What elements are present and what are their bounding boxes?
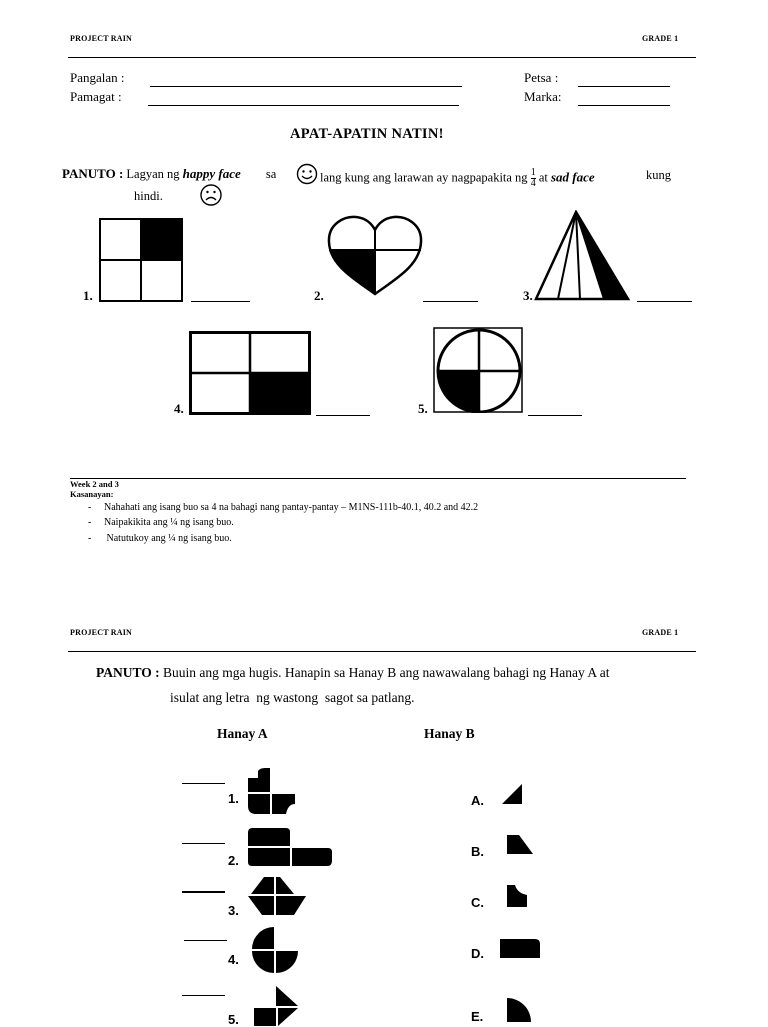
name-field[interactable] [150,86,462,87]
choice-letter: C. [471,895,484,910]
shape-square-quarters [99,218,183,302]
choice-shape-e [505,996,533,1024]
item-number: 1. [228,791,239,806]
answer-blank[interactable] [637,301,692,302]
happy-face-text: happy face [182,166,241,181]
answer-blank[interactable] [182,995,225,996]
choice-shape-b [505,833,535,857]
answer-blank[interactable] [182,783,225,784]
instruction-text: sa [262,167,277,181]
bullet-dash: - [88,533,92,544]
date-field[interactable] [578,86,670,87]
choice-shape-c [505,883,531,909]
header-right: GRADE 1 [642,628,679,637]
item-number: 5. [418,401,428,416]
happy-face-icon [296,163,318,185]
bullet-dash: - [88,502,92,513]
date-label: Petsa : [524,70,559,85]
column-b-heading: Hanay B [424,726,475,741]
section-label: Pamagat : [70,89,122,104]
shape-rectangle-quarters [189,331,311,415]
shape-triangle-parts [534,210,630,302]
puzzle-shape-5 [252,986,302,1026]
answer-blank[interactable] [423,301,478,302]
name-label: Pangalan : [70,70,125,85]
item-number: 4. [174,401,184,416]
instruction-continued [320,168,595,189]
item-number: 4. [228,952,239,967]
choice-letter: B. [471,844,484,859]
instruction [62,166,276,182]
puzzle-shape-3 [246,875,308,919]
instruction-text: Lagyan ng [123,167,183,181]
choice-letter: D. [471,946,484,961]
instruction-text: at [535,170,551,185]
column-a-heading: Hanay A [217,726,268,741]
shape-circle-quarters [433,327,523,413]
instruction-2-line2: isulat ang letra ng wastong sagot sa patlang. [170,690,415,705]
instruction-label: PANUTO : [96,665,160,680]
item-number: 5. [228,1012,239,1027]
section-field[interactable] [148,105,459,106]
item-number: 3. [228,903,239,918]
fraction-numerator: 1 [530,167,536,178]
header-left: PROJECT RAIN [70,34,133,43]
sad-face-icon [199,183,223,207]
instruction-2 [96,665,610,681]
header-left: PROJECT RAIN [70,628,133,637]
header-divider [68,651,696,652]
answer-blank[interactable] [528,415,582,416]
skill-item: Natutukoy ang ¼ ng isang buo. [104,533,232,544]
choice-shape-d [499,938,543,960]
choice-shape-a [500,782,524,806]
score-field[interactable] [578,105,670,106]
skill-item: Nahahati ang isang buo sa 4 na bahagi nang pantay-pantay – M1NS-111b-40.1, 40.2 and 42.2 [104,502,479,513]
bullet-dash: - [88,517,92,528]
sad-face-text: sad face [550,169,595,185]
week-label: Week 2 and 3 [70,479,119,489]
choice-letter: A. [471,793,484,808]
item-number: 3. [523,288,533,303]
score-label: Marka: [524,89,562,104]
skill-item: Naipakikita ang ¼ ng isang buo. [104,517,234,528]
puzzle-shape-1 [246,768,298,816]
header-divider [68,57,696,58]
answer-blank[interactable] [316,415,370,416]
answer-blank[interactable] [184,940,227,941]
instruction-hindi: hindi. [134,189,163,203]
shape-heart-quarters [326,214,424,296]
instruction-kung: kung [646,168,671,182]
instruction-text: Buuin ang mga hugis. Hanapin sa Hanay B ang nawawalang bahagi ng Hanay A at [159,665,610,680]
page-title: APAT-APATIN NATIN! [290,126,444,142]
answer-blank[interactable] [182,843,225,844]
kasanayan-label: Kasanayan: [70,489,114,499]
fraction-denominator: 4 [530,178,536,189]
answer-blank[interactable] [182,891,225,893]
puzzle-shape-4 [250,925,302,975]
instruction-label: PANUTO : [62,166,124,181]
choice-letter: E. [471,1009,484,1024]
item-number: 2. [228,853,239,868]
puzzle-shape-2 [246,827,336,869]
answer-blank[interactable] [191,301,250,302]
instruction-text: lang kung ang larawan ay nagpapakita ng [320,170,531,185]
notes-divider [70,478,686,479]
item-number: 1. [83,288,93,303]
header-right: GRADE 1 [642,34,679,43]
item-number: 2. [314,288,324,303]
